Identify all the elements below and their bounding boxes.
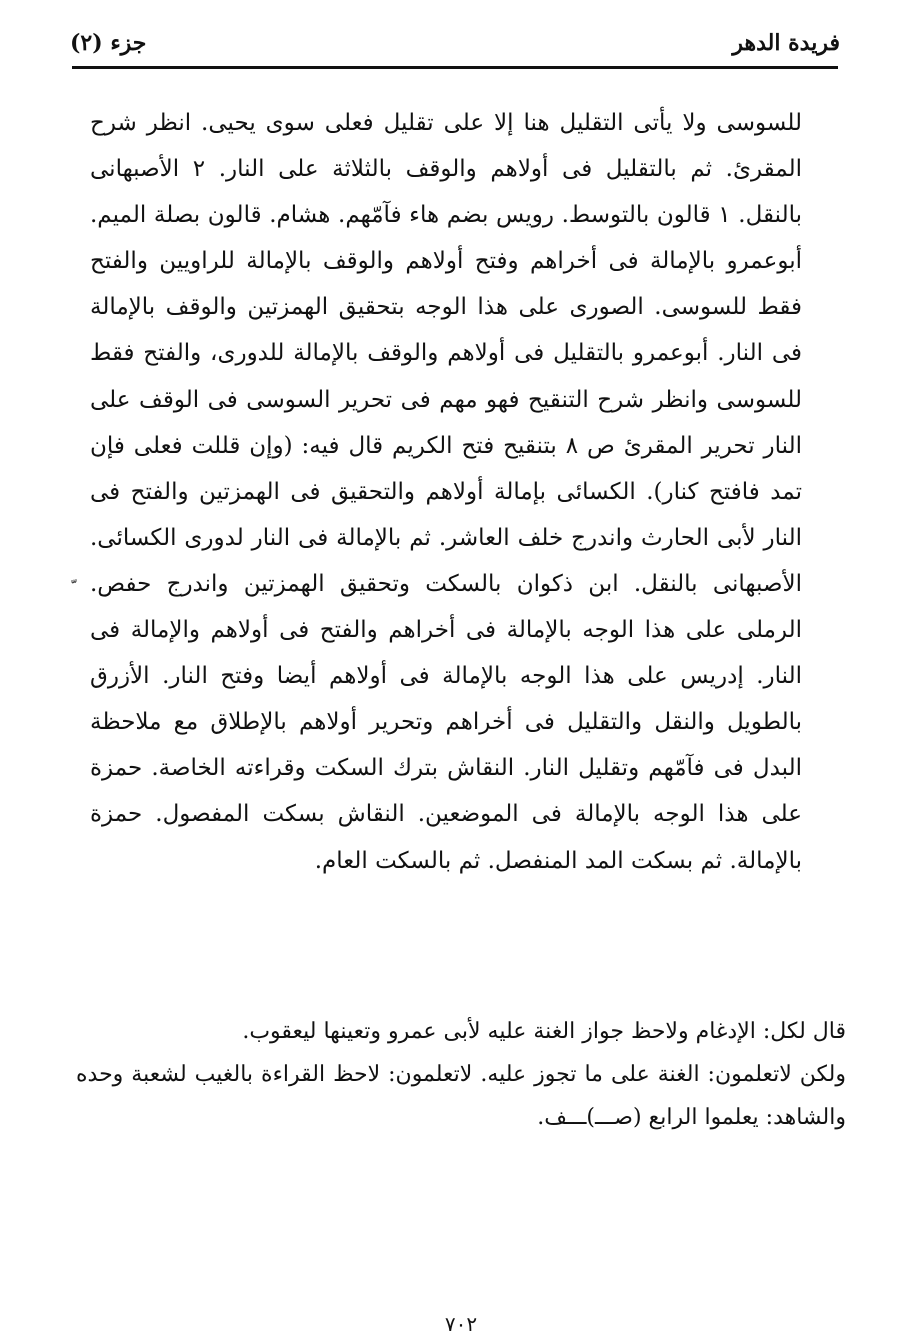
running-header — [70, 30, 840, 68]
footnote-1: قال لكل: الإدغام ولاحظ جواز الغنة عليه لأبى عمرو وتعينها ليعقوب. — [242, 1019, 846, 1044]
main-text — [90, 100, 802, 884]
header-divider — [72, 66, 838, 69]
page-number: ٧٠٢ — [444, 1312, 478, 1336]
volume-label: جزء (٢) — [70, 30, 147, 56]
footnote-2: ولكن لاتعلمون: الغنة على ما تجوز عليه. لاتعلمون: لاحظ القراءة بالغيب لشعبة وحده والشاهد: يعلموا الرابع (صـــ)ـــف. — [76, 1062, 846, 1130]
footnotes — [76, 1010, 846, 1139]
book-title: فريدة الدهر — [732, 30, 840, 56]
body-paragraph: للسوسى ولا يأتى التقليل هنا إلا على تقليل فعلى سوى يحيى. انظر شرح المقرئ. ثم بالتقليل فى أولاهم والوقف بالثلاثة على النار. ٢ الأصبهانى بالنقل. ١ قالون بالتوسط. رويس بضم هاء فآمّهم. هشام. قالون بصلة الميم. أبوعمرو بالإمالة فى أخراهم وفتح أولاهم والوقف بالإمالة للراويين والفتح فقط للسوسى. الصورى على هذا الوجه بتحقيق الهمزتين والوقف بالإمالة فى النار. أبوعمرو بالتقليل فى أولاهم والوقف بالإمالة للدورى، والفتح فقط للسوسى وانظر شرح التنقيح فهو مهم فى تحرير السوسى فى الوقف على النار تحرير المقرئ ص ٨ بتنقيح فتح الكريم قال فيه: (وإن قللت فعلى فإن تمد فافتح كنار). الكسائى بإمالة أولاهم والتحقيق فى الهمزتين والفتح فى النار لأبى الحارث واندرج خلف العاشر. ثم بالإمالة فى النار لدورى الكسائى. الأصبهانى بالنقل. ابن ذكوان بالسكت وتحقيق الهمزتين واندرج حفص. الرملى على هذا الوجه بالإمالة فى أخراهم والفتح فى أولاهم والإمالة فى النار. إدريس على هذا الوجه بالإمالة فى أولاهم أيضا وفتح النار. الأزرق بالطويل والنقل والتقليل فى أخراهم وتحرير أولاهم بالإطلاق مع ملاحظة البدل فى فآمّهم وتقليل النار. النقاش بترك السكت وقراءته الخاصة. حمزة على هذا الوجه بالإمالة فى الموضعين. النقاش بسكت المفصول. حمزة بالإمالة. ثم بسكت المد المنفصل. ثم بالسكت العام. — [90, 110, 802, 874]
